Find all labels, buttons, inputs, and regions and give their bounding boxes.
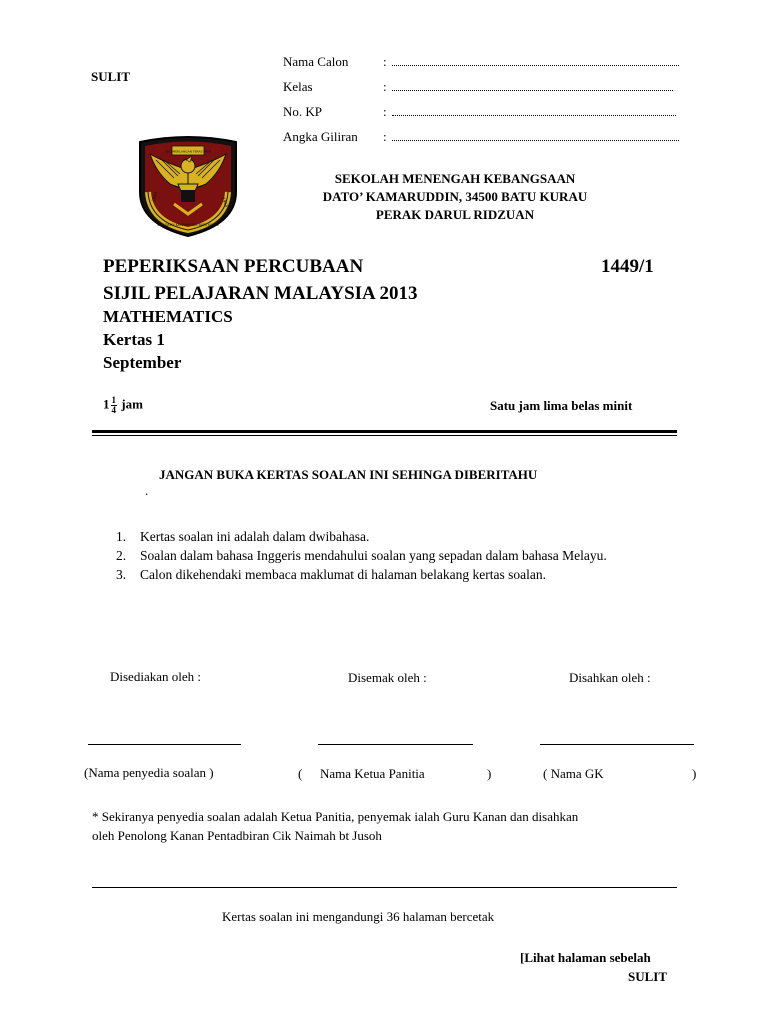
header-double-rule-thick: [92, 430, 677, 433]
checked-signature-line[interactable]: [318, 744, 473, 745]
warning-dot: .: [145, 483, 149, 498]
field-label-no-kp: No. KP: [283, 104, 323, 119]
prepared-by-label: Disediakan oleh :: [110, 669, 201, 684]
prepared-name: (Nama penyedia soalan ): [84, 765, 214, 780]
duration: [103, 396, 143, 415]
field-colon: :: [383, 104, 387, 119]
certificate-title: SIJIL PELAJARAN MALAYSIA 2013: [103, 283, 418, 304]
crest-motto-text: SMK DATO' KAMARUDDIN BATU KURAU: [157, 223, 219, 227]
paper-code: 1449/1: [601, 256, 654, 277]
nama-calon-field[interactable]: [392, 65, 679, 66]
subject-title: MATHEMATICS: [103, 307, 233, 326]
checked-open-paren: (: [298, 766, 303, 781]
field-colon: :: [383, 129, 387, 144]
school-name-line1: SEKOLAH MENENGAH KEBANGSAAN: [334, 171, 576, 186]
approved-close-paren: ): [692, 766, 697, 781]
checked-by-label: Disemak oleh :: [348, 670, 427, 685]
kelas-field[interactable]: [392, 90, 673, 91]
warning-text: JANGAN BUKA KERTAS SOALAN INI SEHINGA DIBERITAHU: [159, 467, 538, 482]
no-kp-field[interactable]: [392, 115, 676, 116]
approved-signature-line[interactable]: [540, 744, 694, 745]
duration-words: Satu jam lima belas minit: [490, 398, 633, 413]
duration-denominator: 4: [111, 405, 116, 415]
duration-whole: 1: [103, 396, 110, 412]
paper-number: Kertas 1: [103, 330, 165, 349]
duration-numerator: 1: [111, 395, 116, 405]
footer-rule: [92, 887, 677, 888]
note-line-1: * Sekiranya penyedia soalan adalah Ketua Panitia, penyemak ialah Guru Kanan dan disahkan: [92, 809, 579, 824]
instruction-item: 2. Soalan dalam bahasa Inggeris mendahului soalan yang sepadan dalam bahasa Melayu.: [116, 548, 607, 563]
field-colon: :: [383, 79, 387, 94]
instruction-item: 1. Kertas soalan ini adalah dalam dwibahasa.: [116, 529, 370, 544]
duration-unit: jam: [121, 396, 143, 412]
school-name-line2: DATO’ KAMARUDDIN, 34500 BATU KURAU: [322, 189, 588, 204]
header-double-rule-thin: [92, 435, 677, 436]
checked-name: Nama Ketua Panitia: [320, 766, 425, 781]
duration-fraction: [111, 396, 118, 415]
crest-banner-text: KECEMERLANGAN TERAS IMAN: [164, 149, 212, 154]
angka-giliran-field[interactable]: [392, 140, 679, 141]
checked-close-paren: ): [487, 766, 492, 781]
next-page-label: [Lihat halaman sebelah: [520, 950, 651, 965]
exam-title: PEPERIKSAAN PERCUBAAN: [103, 256, 364, 277]
sulit-label-top: SULIT: [91, 69, 131, 84]
sulit-label-bottom: SULIT: [628, 969, 668, 984]
field-colon: :: [383, 54, 387, 69]
school-crest-logo: [134, 132, 242, 240]
prepared-signature-line[interactable]: [88, 744, 241, 745]
note-line-2: oleh Penolong Kanan Pentadbiran Cik Naimah bt Jusoh: [92, 828, 382, 843]
field-label-kelas: Kelas: [283, 79, 313, 94]
field-label-nama-calon: Nama Calon: [283, 54, 349, 69]
approved-by-label: Disahkan oleh :: [569, 670, 651, 685]
school-name-line3: PERAK DARUL RIDZUAN: [375, 207, 535, 222]
exam-month: September: [103, 353, 182, 372]
page-count-text: Kertas soalan ini mengandungi 36 halaman bercetak: [222, 909, 495, 924]
approved-name: ( Nama GK: [543, 766, 604, 781]
instruction-item: 3. Calon dikehendaki membaca maklumat di halaman belakang kertas soalan.: [116, 567, 546, 582]
crest-year-left: 1964: [150, 191, 159, 203]
field-label-angka-giliran: Angka Giliran: [283, 129, 358, 144]
crest-year-right: 1964: [221, 196, 230, 208]
